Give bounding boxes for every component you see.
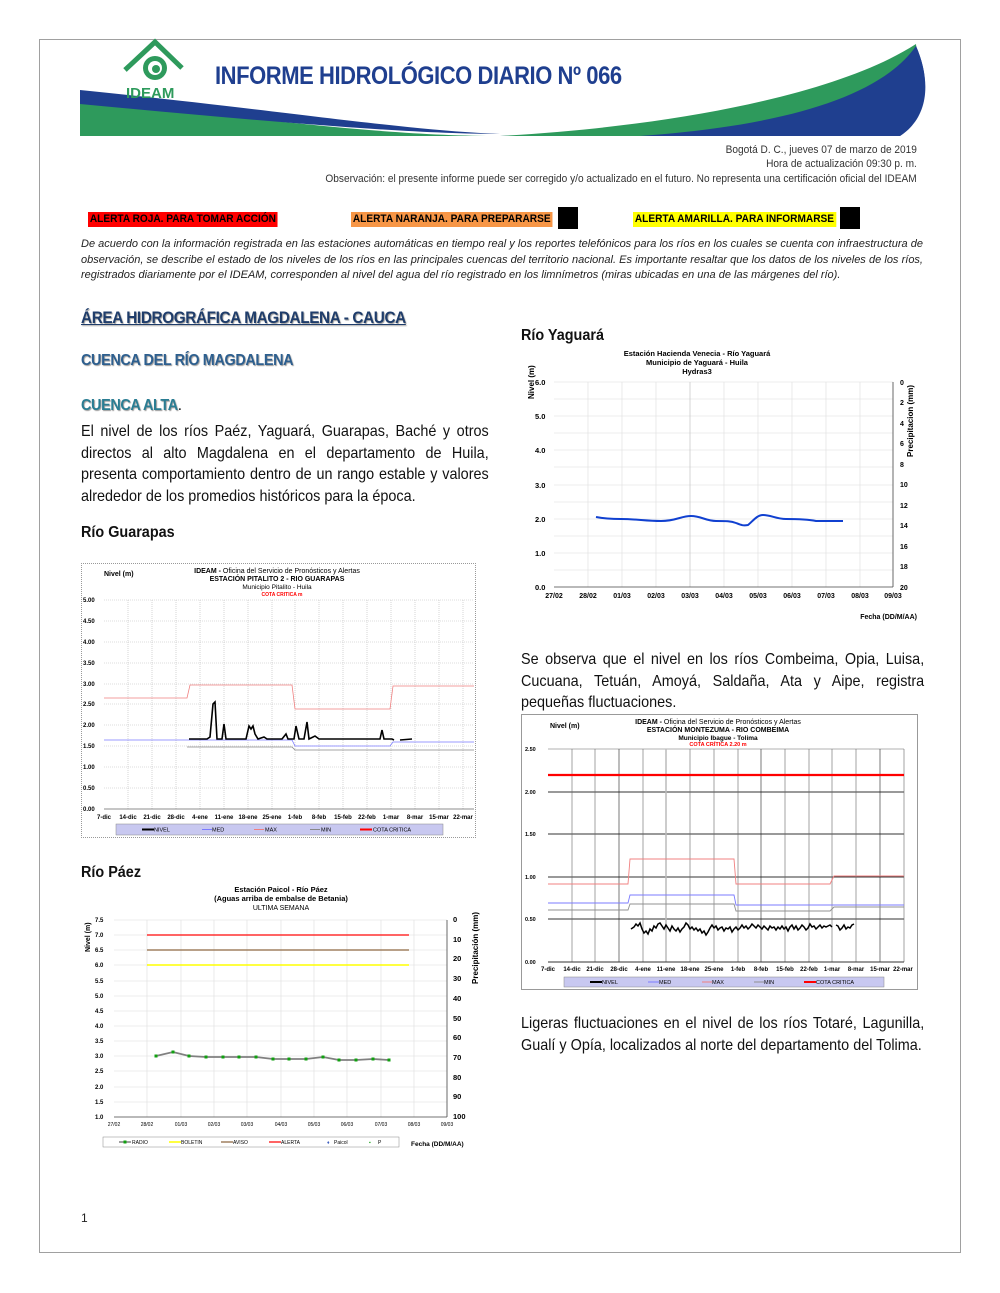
svg-text:03/03: 03/03: [681, 593, 699, 600]
paragraph-tolima-norte: Ligeras fluctuaciones en el nivel de los ríos Totaré, Lagunilla, Gualí y Opía, localizados al norte del departamento del Tolima.: [521, 1015, 925, 1054]
svg-text:02/03: 02/03: [207, 1122, 221, 1128]
svg-text:15-mar: 15-mar: [429, 815, 449, 821]
svg-text:Nivel (m): Nivel (m): [85, 922, 92, 952]
svg-text:28/02: 28/02: [140, 1122, 154, 1128]
svg-text:30: 30: [453, 974, 462, 983]
svg-text:8-feb: 8-feb: [753, 967, 769, 973]
svg-text:8-feb: 8-feb: [311, 815, 327, 821]
svg-text:25-ene: 25-ene: [262, 815, 282, 821]
svg-text:90: 90: [453, 1092, 462, 1101]
svg-text:0: 0: [453, 915, 458, 924]
svg-text:6.5: 6.5: [95, 948, 104, 954]
svg-text:Precipitación (mm): Precipitación (mm): [471, 911, 480, 984]
svg-text:0.00: 0.00: [525, 960, 536, 966]
svg-text:COTA CRITICA: COTA CRITICA: [816, 980, 855, 986]
subcuenca-label: CUENCA ALTA: [81, 397, 178, 414]
svg-text:50: 50: [453, 1014, 462, 1023]
svg-text:3.0: 3.0: [535, 481, 546, 490]
svg-text:18: 18: [900, 564, 908, 571]
svg-text:MAX: MAX: [712, 980, 724, 986]
svg-text:08/03: 08/03: [851, 593, 869, 600]
svg-text:ALERTA: ALERTA: [281, 1140, 300, 1146]
svg-text:8-mar: 8-mar: [847, 967, 865, 973]
intro-paragraph: De acuerdo con la información registrada en las estaciones automáticas en tiempo real y los reportes telefónicos para los ríos en los cuales se cuenta con infraestructura de observación, se describe el estado de los niveles de los ríos en las principales cuencas del territorio nacional. Es importante resaltar que los datos de los niveles de los ríos, registrados diariamente por el IDEAM, corresponden al nivel del agua del río registrado en los limnímetros (miras ubicadas en una de las márgenes del río).: [81, 238, 923, 281]
svg-text:20: 20: [453, 954, 462, 963]
chart-municipio: Municipio Pitalito - Huila: [242, 584, 312, 591]
svg-text:28/02: 28/02: [579, 593, 597, 600]
chart-guarapas: [81, 563, 476, 838]
svg-text:07/03: 07/03: [374, 1122, 388, 1128]
svg-text:7-dic: 7-dic: [540, 967, 556, 973]
svg-text:5.5: 5.5: [95, 979, 104, 985]
svg-text:8: 8: [900, 462, 904, 469]
chart-yaguara: [521, 347, 921, 627]
svg-text:08/03: 08/03: [407, 1122, 421, 1128]
svg-text:1.00: 1.00: [525, 875, 536, 881]
svg-text:5.0: 5.0: [535, 412, 546, 421]
svg-text:1-feb: 1-feb: [730, 967, 746, 973]
date-line: Bogotá D. C., jueves 07 de marzo de 2019: [725, 144, 917, 156]
svg-text:06/03: 06/03: [340, 1122, 354, 1128]
svg-text:MAX: MAX: [265, 827, 277, 834]
svg-text:1.0: 1.0: [535, 549, 546, 558]
svg-text:20: 20: [900, 585, 908, 592]
svg-text:1-feb: 1-feb: [287, 815, 303, 821]
svg-text:09/03: 09/03: [884, 593, 902, 600]
svg-text:BOLETIN: BOLETIN: [181, 1140, 203, 1146]
chart-ylabel: Nivel (m): [104, 571, 134, 578]
svg-text:18-ene: 18-ene: [680, 967, 700, 973]
observation-note: Observación: el presente informe puede ser corregido y/o actualizado en el futuro. No representa una certificación oficial del IDEAM: [325, 173, 917, 185]
svg-text:3.50: 3.50: [83, 661, 95, 667]
svg-text:7-dic: 7-dic: [96, 815, 112, 821]
svg-text:16: 16: [900, 544, 908, 551]
river-title-yaguara: Río Yaguará: [521, 327, 604, 344]
svg-text:3.0: 3.0: [95, 1054, 104, 1060]
svg-text:2.0: 2.0: [535, 515, 546, 524]
svg-text:05/03: 05/03: [749, 593, 767, 600]
svg-text:60: 60: [453, 1033, 462, 1042]
svg-text:09/03: 09/03: [440, 1122, 454, 1128]
river-title-guarapas: Río Guarapas: [81, 524, 175, 541]
svg-text:22-mar: 22-mar: [453, 815, 473, 821]
svg-text:Fecha (DD/M/AA): Fecha (DD/M/AA): [411, 1141, 464, 1148]
redaction-box: [840, 207, 860, 229]
svg-text:NIVEL: NIVEL: [602, 980, 618, 986]
svg-text:Estación Paicol - Río Páez: Estación Paicol - Río Páez: [234, 885, 328, 894]
svg-text:28-dic: 28-dic: [167, 815, 185, 821]
chart-combeima: [521, 714, 918, 990]
svg-text:27/02: 27/02: [545, 593, 563, 600]
area-heading: ÁREA HIDROGRÁFICA MAGDALENA - CAUCA: [81, 308, 406, 327]
redaction-box: [558, 207, 578, 229]
svg-text:0.0: 0.0: [535, 583, 546, 592]
svg-text:06/03: 06/03: [783, 593, 801, 600]
svg-text:(Aguas arriba de embalse de Be: (Aguas arriba de embalse de Betania): [214, 894, 348, 903]
subcuenca-heading: [81, 397, 181, 415]
svg-text:Estación Hacienda Venecia - Rí: Estación Hacienda Venecia - Río Yaguará: [623, 349, 771, 358]
svg-text:15-feb: 15-feb: [776, 967, 794, 973]
chart-cota: COTA CRITICA m: [261, 592, 303, 598]
svg-text:Hydras3: Hydras3: [682, 367, 712, 376]
svg-text:80: 80: [453, 1073, 462, 1082]
svg-text:28-dic: 28-dic: [610, 967, 628, 973]
logo-text: IDEAM: [126, 85, 175, 102]
svg-text:12: 12: [900, 503, 908, 510]
svg-text:♦: ♦: [327, 1140, 330, 1146]
svg-text:2.50: 2.50: [83, 702, 95, 708]
svg-text:2.5: 2.5: [95, 1069, 104, 1075]
svg-text:4.00: 4.00: [83, 640, 95, 646]
river-title-paez: Río Páez: [81, 864, 142, 881]
svg-text:100: 100: [453, 1112, 466, 1121]
svg-text:Nivel (m): Nivel (m): [527, 365, 536, 399]
svg-text:03/03: 03/03: [240, 1122, 254, 1128]
svg-text:21-dic: 21-dic: [143, 815, 161, 821]
svg-text:5.00: 5.00: [83, 598, 95, 604]
svg-text:6: 6: [900, 441, 904, 448]
svg-text:07/03: 07/03: [817, 593, 835, 600]
svg-text:27/02: 27/02: [107, 1122, 121, 1128]
svg-text:2.00: 2.00: [525, 790, 536, 796]
paragraph-cuenca-alta: El nivel de los ríos Paéz, Yaguará, Guarapas, Baché y otros directos al alto Magdalena en el departamento de Huila, presenta comportamiento dentro de un rango estable y valores alrededor de los promedios históricos para la época.: [81, 423, 489, 505]
chart-station: ESTACIÓN PITALITO 2 - RIO GUARAPAS: [209, 576, 345, 583]
paragraph-combeima: Se observa que el nivel en los ríos Combeima, Opia, Luisa, Cucuana, Tetuán, Amoyá, Saldaña, Ata y Aipe, registra pequeñas fluctuaciones.: [521, 651, 925, 711]
svg-text:▪: ▪: [369, 1140, 371, 1146]
svg-text:01/03: 01/03: [174, 1122, 188, 1128]
svg-text:04/03: 04/03: [274, 1122, 288, 1128]
svg-text:MED: MED: [659, 980, 672, 986]
svg-text:Nivel (m): Nivel (m): [550, 723, 580, 730]
svg-text:04/03: 04/03: [715, 593, 733, 600]
svg-text:ESTACIÓN MONTEZUMA - RIO COMBE: ESTACIÓN MONTEZUMA - RIO COMBEIMA: [646, 727, 790, 734]
svg-text:70: 70: [453, 1053, 462, 1062]
svg-text:RADIO: RADIO: [132, 1140, 148, 1146]
svg-text:11-ene: 11-ene: [656, 967, 676, 973]
svg-text:0: 0: [900, 380, 904, 387]
svg-text:15-feb: 15-feb: [334, 815, 352, 821]
svg-text:02/03: 02/03: [647, 593, 665, 600]
svg-text:0.50: 0.50: [83, 786, 95, 792]
svg-text:2.50: 2.50: [525, 747, 536, 753]
svg-text:4.5: 4.5: [95, 1009, 104, 1015]
svg-text:2.00: 2.00: [83, 723, 95, 729]
cuenca-heading: CUENCA DEL RÍO MAGDALENA: [81, 352, 294, 369]
svg-text:1.5: 1.5: [95, 1100, 104, 1106]
svg-text:Municipio de Yaguará - Huila: Municipio de Yaguará - Huila: [646, 358, 748, 367]
svg-text:21-dic: 21-dic: [586, 967, 604, 973]
svg-text:22-feb: 22-feb: [800, 967, 818, 973]
svg-text:15-mar: 15-mar: [870, 967, 890, 973]
svg-text:14: 14: [900, 523, 908, 530]
page-number: 1: [81, 1211, 88, 1225]
svg-text:Fecha (DD/M/AA): Fecha (DD/M/AA): [860, 614, 917, 621]
svg-text:COTA CRITICA: COTA CRITICA: [373, 827, 412, 834]
alert-yellow-badge: ALERTA AMARILLA. PARA INFORMARSE: [634, 213, 835, 225]
svg-text:P: P: [378, 1140, 382, 1146]
svg-text:4.0: 4.0: [535, 446, 546, 455]
svg-text:6.0: 6.0: [95, 963, 104, 969]
svg-text:0.00: 0.00: [83, 807, 95, 813]
svg-text:40: 40: [453, 994, 462, 1003]
svg-text:Paicol: Paicol: [334, 1140, 348, 1146]
svg-text:18-ene: 18-ene: [238, 815, 258, 821]
subcuenca-dot: .: [177, 397, 182, 414]
svg-text:11-ene: 11-ene: [214, 815, 234, 821]
svg-text:6.0: 6.0: [535, 378, 546, 387]
svg-text:2.0: 2.0: [95, 1085, 104, 1091]
svg-text:4: 4: [900, 421, 904, 428]
svg-text:0.50: 0.50: [525, 917, 536, 923]
svg-text:1.00: 1.00: [83, 765, 95, 771]
alert-red-badge: ALERTA ROJA. PARA TOMAR ACCIÓN: [89, 213, 276, 225]
svg-text:Municipio Ibague - Tolima: Municipio Ibague - Tolima: [678, 735, 758, 742]
svg-text:MED: MED: [212, 827, 225, 834]
svg-text:8-mar: 8-mar: [406, 815, 424, 821]
svg-text:ULTIMA SEMANA: ULTIMA SEMANA: [252, 905, 310, 912]
page-title: INFORME HIDROLÓGICO DIARIO Nº 066: [215, 62, 622, 90]
svg-text:2: 2: [900, 400, 904, 407]
svg-text:AVISO: AVISO: [233, 1140, 248, 1146]
svg-text:COTA CRÍTICA 2.20 m: COTA CRÍTICA 2.20 m: [689, 742, 747, 748]
svg-text:10: 10: [900, 482, 908, 489]
svg-text:3.5: 3.5: [95, 1039, 104, 1045]
svg-text:22-mar: 22-mar: [893, 967, 913, 973]
svg-text:4.50: 4.50: [83, 619, 95, 625]
svg-text:1.50: 1.50: [525, 832, 536, 838]
svg-text:1.50: 1.50: [83, 744, 95, 750]
svg-text:NIVEL: NIVEL: [154, 827, 170, 834]
svg-text:3.00: 3.00: [83, 682, 95, 688]
chart-paez: [81, 884, 481, 1154]
svg-text:IDEAM - Oficina del Servicio d: IDEAM - Oficina del Servicio de Pronósticos y Alertas: [194, 568, 360, 575]
svg-text:1-mar: 1-mar: [382, 815, 400, 821]
svg-text:05/03: 05/03: [307, 1122, 321, 1128]
svg-text:1.0: 1.0: [95, 1115, 104, 1121]
svg-text:22-feb: 22-feb: [358, 815, 376, 821]
ideam-logo-icon: [120, 38, 190, 88]
svg-text:Precipitacion (mm): Precipitacion (mm): [906, 384, 915, 457]
svg-text:MIN: MIN: [764, 980, 775, 986]
svg-text:4-ene: 4-ene: [192, 815, 208, 821]
svg-text:14-dic: 14-dic: [563, 967, 581, 973]
svg-text:MIN: MIN: [321, 827, 332, 834]
svg-text:14-dic: 14-dic: [119, 815, 137, 821]
svg-text:5.0: 5.0: [95, 994, 104, 1000]
svg-text:4-ene: 4-ene: [635, 967, 651, 973]
update-time: Hora de actualización 09:30 p. m.: [766, 158, 917, 170]
svg-text:IDEAM - Oficina del Servicio d: IDEAM - Oficina del Servicio de Pronósticos y Alertas: [635, 719, 801, 726]
svg-text:1-mar: 1-mar: [823, 967, 841, 973]
svg-text:4.0: 4.0: [95, 1024, 104, 1030]
svg-text:01/03: 01/03: [613, 593, 631, 600]
svg-text:10: 10: [453, 935, 462, 944]
svg-text:25-ene: 25-ene: [704, 967, 724, 973]
svg-text:7.5: 7.5: [95, 918, 104, 924]
alert-orange-badge: ALERTA NARANJA. PARA PREPARARSE: [352, 213, 551, 225]
svg-text:7.0: 7.0: [95, 933, 104, 939]
